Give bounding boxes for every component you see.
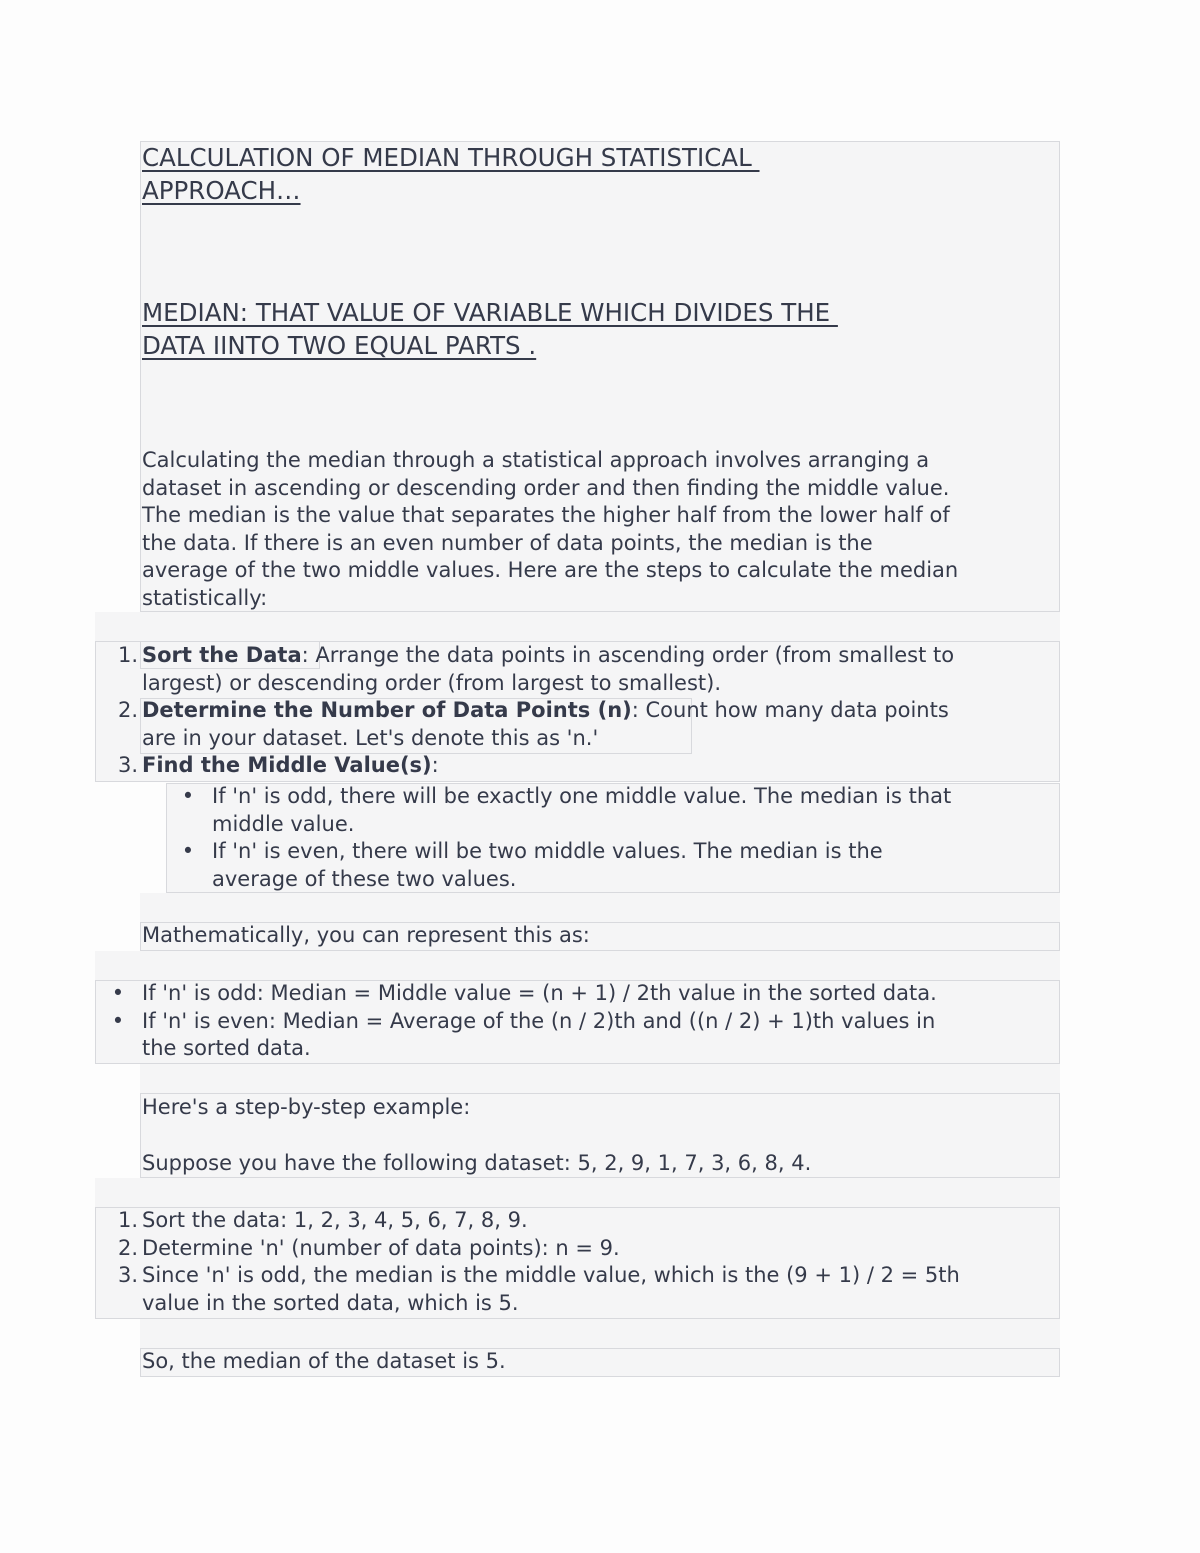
- conclusion: So, the median of the dataset is 5.: [142, 1349, 506, 1373]
- list-item: [117, 752, 954, 780]
- title-line: APPROACH…: [142, 176, 301, 205]
- intro-line: statistically:: [142, 585, 268, 610]
- list-item-text: [142, 642, 954, 670]
- intro-line: the data. If there is an even number of data points, the median is the: [142, 530, 873, 555]
- step-text: : Count how many data points: [631, 698, 949, 722]
- step-term: Sort the Data: [142, 643, 302, 667]
- definition-line: DATA IINTO TWO EQUAL PARTS .: [142, 331, 537, 360]
- step-text: largest) or descending order (from largest to smallest).: [142, 670, 721, 695]
- spacer-block: [140, 1319, 1060, 1348]
- step-text: : Arrange the data points in ascending order (from smallest to: [301, 643, 955, 667]
- spacer-block: [95, 612, 1060, 641]
- step-text: are in your dataset. Let's denote this as 'n.': [142, 725, 599, 750]
- step-term: Determine the Number of Data Points (n): [142, 698, 632, 722]
- intro-line: The median is the value that separates the higher half from the lower half of: [142, 503, 950, 527]
- list-number: 1.: [117, 643, 138, 667]
- intro-paragraph: [142, 447, 958, 612]
- list-item: [117, 1207, 960, 1235]
- example-intro: Here's a step-by-step example:: [142, 1095, 471, 1119]
- list-item: [181, 838, 951, 893]
- spacer-block: [140, 893, 1060, 922]
- sub-bullet-list: [181, 783, 952, 893]
- steps-list: [117, 642, 955, 780]
- spacer-block: [95, 951, 1060, 980]
- list-item-text: [142, 697, 954, 725]
- bullet-icon: •: [181, 839, 195, 863]
- list-item: [111, 980, 937, 1008]
- list-item: [117, 1262, 960, 1317]
- example-dataset: Suppose you have the following dataset: 5, 2, 9, 1, 7, 3, 6, 8, 4.: [142, 1151, 812, 1175]
- bullet-text: middle value.: [212, 811, 355, 836]
- bullet-text: If 'n' is odd, there will be exactly one middle value. The median is that: [212, 784, 952, 808]
- step-term: Find the Middle Value(s): [142, 753, 432, 777]
- example-step-text: value in the sorted data, which is 5.: [142, 1290, 519, 1315]
- list-item: [181, 783, 952, 838]
- list-number: 3.: [117, 1263, 138, 1287]
- example-steps-list: [117, 1207, 960, 1317]
- formula-text: the sorted data.: [142, 1036, 311, 1060]
- spacer-block: [95, 1178, 1060, 1207]
- example-step-text: Determine 'n' (number of data points): n = 9.: [142, 1235, 620, 1260]
- intro-line: Calculating the median through a statistical approach involves arranging a: [142, 448, 930, 472]
- list-number: 2.: [117, 698, 138, 722]
- title-line: CALCULATION OF MEDIAN THROUGH STATISTICAL: [142, 143, 760, 172]
- list-number: 3.: [117, 753, 138, 777]
- spacer-block: [140, 1064, 1060, 1093]
- bullet-text: average of these two values.: [212, 866, 517, 891]
- list-item: [111, 1008, 937, 1063]
- document-title: [142, 141, 760, 207]
- list-item-text: [142, 752, 954, 780]
- step-text: :: [431, 753, 439, 777]
- definition-line: MEDIAN: THAT VALUE OF VARIABLE WHICH DIVIDES THE: [142, 298, 838, 327]
- list-item: [117, 642, 955, 697]
- formula-list: [111, 980, 937, 1063]
- bullet-icon: •: [181, 784, 195, 808]
- formula-text: If 'n' is even: Median = Average of the (n / 2)th and ((n / 2) + 1)th values in: [142, 1008, 936, 1033]
- list-number: 2.: [117, 1235, 138, 1260]
- bullet-icon: •: [111, 981, 125, 1005]
- example-step-text: Since 'n' is odd, the median is the middle value, which is the (9 + 1) / 2 = 5th: [142, 1263, 960, 1287]
- median-definition: [142, 296, 838, 362]
- intro-line: dataset in ascending or descending order and then finding the middle value.: [142, 475, 950, 500]
- list-item: [117, 697, 954, 752]
- bullet-icon: •: [111, 1008, 125, 1033]
- list-number: 1.: [117, 1208, 138, 1232]
- intro-line: average of the two middle values. Here are the steps to calculate the median: [142, 558, 959, 582]
- formula-text: If 'n' is odd: Median = Middle value = (n + 1) / 2th value in the sorted data.: [142, 981, 937, 1005]
- bullet-text: If 'n' is even, there will be two middle values. The median is the: [212, 839, 883, 863]
- example-step-text: Sort the data: 1, 2, 3, 4, 5, 6, 7, 8, 9.: [142, 1208, 528, 1232]
- math-intro: Mathematically, you can represent this as:: [142, 923, 590, 947]
- list-item: [117, 1235, 960, 1263]
